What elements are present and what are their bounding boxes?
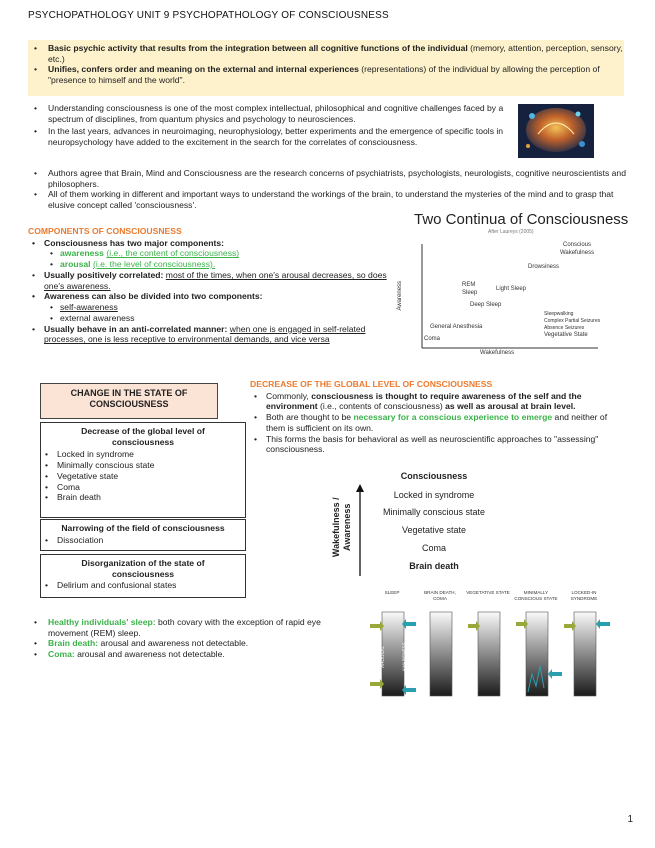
disorganization-box-title: Disorganization of the state of consciousness (81, 558, 205, 579)
brain-illustration (518, 104, 594, 158)
bullet-neuroimaging: • In the last years, advances in neuroimaging, neurophysiology, better experiments and the emergence of specific tools in neuropsychology have added to the excitement in the search for the correlates of consciousness. (28, 126, 516, 147)
intro-bullet-1: • Basic psychic activity that results from the integration between all cognitive functions of the individual (memory, attention, perception, sensory, etc.) (28, 43, 624, 64)
scale-item-4: Coma (421, 543, 446, 553)
disorganization-item: • Delirium and confusional states (41, 580, 245, 591)
decrease-item: • Brain death (41, 492, 245, 503)
consciousness-bullets (28, 103, 516, 124)
bar-column-title: SLEEP (384, 590, 400, 595)
bar-column-title: BRAIN DEATH, COMA (424, 590, 456, 601)
narrowing-item: • Dissociation (41, 535, 245, 546)
decrease-section (250, 379, 628, 455)
awareness-item: • awareness (i.e., the content of consciousness) (28, 248, 408, 259)
notes-list (28, 617, 358, 660)
scale-item-1: Locked in syndrome (393, 490, 475, 500)
scale-item-2: Minimally conscious state (382, 507, 486, 517)
label-deep-sleep: Deep Sleep (470, 302, 502, 308)
scale-item-3: Vegetative state (401, 525, 467, 535)
page-number: 1 (627, 813, 633, 825)
bullet-understanding: • Understanding consciousness is one of the most complex intellectual, philosophical and cognitive challenges faced by a spectrum of disciplines, from quantum physics and psychology to neurosciences. (28, 103, 516, 124)
bar-locked-in (564, 612, 610, 696)
decrease-paragraph-2: • Both are thought to be necessary for a conscious experience to emerge and neither of them is sufficient on its own. (250, 412, 628, 433)
divided-item: • Awareness can also be divided into two components: (28, 291, 408, 302)
scale-axis-label: Wakefulness / Awareness (330, 497, 352, 558)
note-coma: • Coma: arousal and awareness not detectable. (28, 649, 358, 660)
continua-axes (412, 240, 612, 360)
label-absence-seizures: Absence Seizures (544, 325, 585, 331)
label-vegetative-state: Vegetative State (544, 332, 588, 338)
intro-bullet-2: • Unifies, confers order and meaning on the external and internal experiences (representations) of the individual by allowing the perception of "presence to himself and the world". (28, 64, 624, 85)
note-sleep: • Healthy individuals' sleep: both covary with the exception of rapid eye movement (REM) sleep. (28, 617, 358, 638)
narrowing-box (40, 519, 246, 551)
intro-highlight (28, 40, 624, 96)
consciousness-bullets-3 (28, 168, 628, 211)
label-conscious-wakefulness: Conscious Wakefulness (559, 242, 595, 256)
continua-title: Two Continua of Consciousness (414, 211, 629, 228)
bullet-authors: • Authors agree that Brain, Mind and Consciousness are the research concerns of psychiatrists, psychologists, neurologists, cognitive neuroscientists and philosophers. (28, 168, 628, 189)
correlated-item: • Usually positively correlated: most of the times, when one's arousal decreases, so does one's awareness. (28, 270, 408, 291)
continua-x-axis: Wakefulness (480, 350, 515, 356)
label-sleepwalking: Sleepwalking (544, 311, 574, 317)
label-coma: Coma (424, 336, 441, 342)
consciousness-bullets-2 (28, 126, 516, 147)
bar-brain-death-coma (430, 612, 452, 696)
scale-top: Consciousness (400, 471, 468, 481)
continua-subtitle: After Laureys (2005) (488, 229, 534, 235)
external-awareness-item: • external awareness (28, 313, 408, 324)
narrowing-box-title: Narrowing of the field of consciousness (61, 523, 225, 533)
bar-column-title: VEGETATIVE STATE (466, 590, 510, 595)
decrease-heading: DECREASE OF THE GLOBAL LEVEL OF CONSCIOUSNESS (250, 379, 493, 389)
scale-bottom: Brain death (409, 561, 459, 571)
bar-column-title: LOCKED-IN SYNDROME (570, 590, 598, 601)
bars-figure (368, 590, 620, 702)
decrease-box (40, 422, 246, 518)
bar-minimally-conscious (516, 612, 562, 696)
decrease-box-title: Decrease of the global level of consciousness (81, 426, 205, 447)
label-drowsiness: Drowsiness (528, 264, 560, 270)
decrease-paragraph-1: • Commonly, consciousness is thought to require awareness of the self and the environment (i.e., contents of consciousness) as well as arousal at brain level. (250, 391, 628, 412)
continua-y-axis: Awareness (397, 280, 404, 311)
bar-right-label: AWARENESS (401, 642, 407, 672)
bar-vegetative-state (468, 612, 500, 696)
disorganization-box (40, 554, 246, 598)
change-state-title: CHANGE IN THE STATE OF CONSCIOUSNESS (70, 388, 188, 410)
decrease-item: • Coma (41, 482, 245, 493)
change-state-box (40, 383, 218, 419)
arousal-item: • arousal (i.e. the level of consciousness). (28, 259, 408, 270)
components-section (28, 226, 408, 345)
decrease-item: • Vegetative state (41, 471, 245, 482)
bullet-all-of-them: • All of them working in different and important ways to understand the workings of the brain, to understand the mysteries of the mind and to grasp that elusive concept called 'consciousness'. (28, 189, 628, 210)
note-brain-death: • Brain death: arousal and awareness not detectable. (28, 638, 358, 649)
label-complex-partial-seizures: Complex Partial Seizures (544, 318, 601, 324)
bar-column-title: MINIMALLY CONSCIOUS STATE (514, 590, 558, 601)
decrease-item: • Minimally conscious state (41, 460, 245, 471)
label-light-sleep: Light Sleep (496, 286, 527, 292)
anti-correlated-item: • Usually behave in an anti-correlated manner: when one is engaged in self-related processes, one is less receptive to environmental demands, and vice versa (28, 324, 408, 345)
two-components: • Consciousness has two major components: (28, 238, 408, 249)
page-header: PSYCHOPATHOLOGY UNIT 9 PSYCHOPATHOLOGY OF CONSCIOUSNESS (28, 10, 389, 21)
label-general-anesthesia: General Anesthesia (430, 324, 483, 330)
decrease-paragraph-3: • This forms the basis for behavioral as well as neuroscientific approaches to "assessing" consciousness. (250, 434, 628, 455)
components-heading: COMPONENTS OF CONSCIOUSNESS (28, 226, 182, 236)
label-rem-sleep: REM Sleep (462, 282, 478, 296)
bar-sleep (370, 612, 416, 696)
self-awareness-item: • self-awareness (28, 302, 408, 313)
bar-left-label: AROUSAL (380, 645, 386, 668)
decrease-item: • Locked in syndrome (41, 449, 245, 460)
